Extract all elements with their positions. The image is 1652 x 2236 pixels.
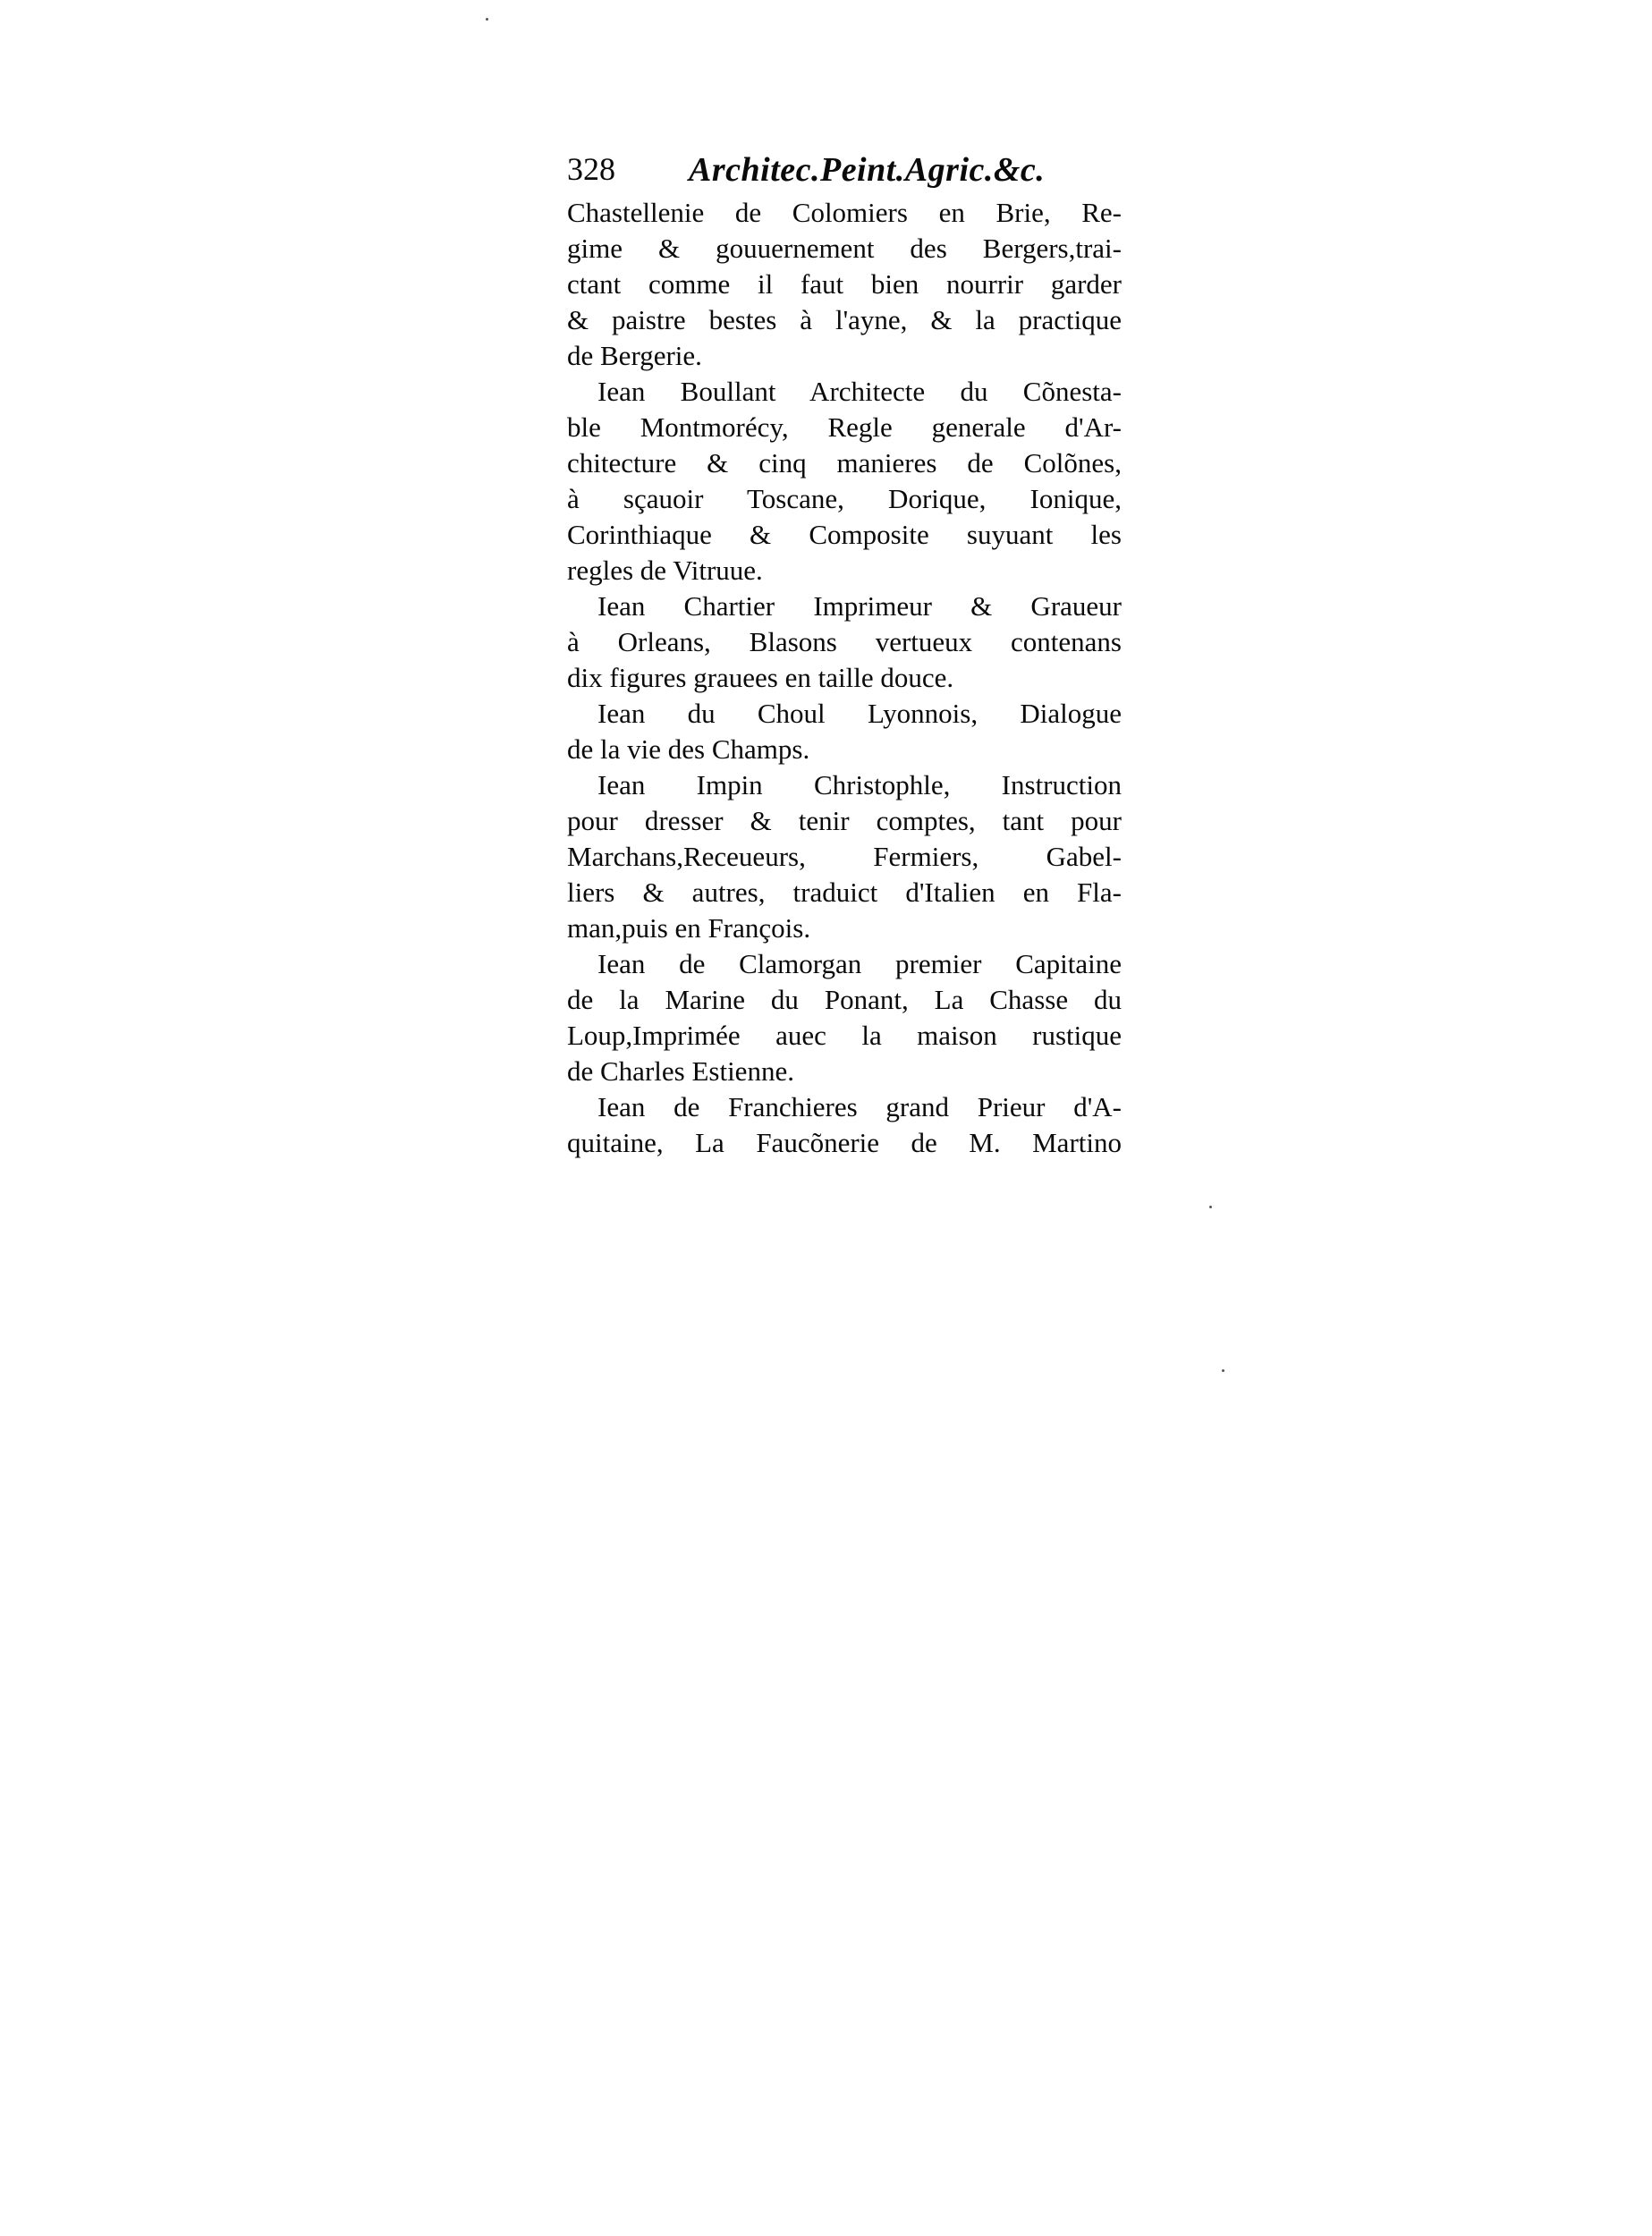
- text-line: Iean de Clamorgan premier Capitaine: [597, 948, 1122, 979]
- text-line: Iean du Choul Lyonnois, Dialogue: [597, 698, 1122, 729]
- text-column: [567, 150, 1122, 1161]
- text-line: regles de Vitruue.: [567, 555, 763, 586]
- text-line: de Bergerie.: [567, 340, 702, 371]
- text-line: Chastellenie de Colomiers en Brie, Re-: [567, 197, 1122, 228]
- body-text: [567, 195, 1122, 1161]
- text-line: Loup,Imprimée auec la maison rustique: [567, 1020, 1122, 1051]
- text-line: de la vie des Champs.: [567, 733, 810, 765]
- text-line: de Charles Estienne.: [567, 1055, 794, 1087]
- running-head: Architec.Peint.Agric.&c.: [689, 151, 1046, 189]
- text-line: & paistre bestes à l'ayne, & la practique: [567, 304, 1122, 335]
- text-line: à sçauoir Toscane, Dorique, Ionique,: [567, 483, 1122, 514]
- scan-speck: [1222, 1369, 1224, 1372]
- text-line: Marchans,Receueurs, Fermiers, Gabel-: [567, 841, 1122, 872]
- text-line: Iean Chartier Imprimeur & Graueur: [597, 590, 1122, 622]
- text-line: Iean Boullant Architecte du Cõnesta-: [597, 376, 1122, 407]
- scan-speck: [486, 18, 488, 21]
- text-line: ble Montmorécy, Regle generale d'Ar-: [567, 411, 1122, 443]
- text-line: Corinthiaque & Composite suyuant les: [567, 519, 1122, 550]
- text-line: gime & gouuernement des Bergers,trai-: [567, 233, 1122, 264]
- text-line: ctant comme il faut bien nourrir garder: [567, 268, 1122, 300]
- text-line: dix figures grauees en taille douce.: [567, 662, 954, 693]
- text-line: chitecture & cinq manieres de Colõnes,: [567, 447, 1122, 479]
- scan-speck: [1209, 1206, 1212, 1208]
- page-number: 328: [567, 151, 615, 187]
- text-line: Iean de Franchieres grand Prieur d'A-: [597, 1091, 1122, 1122]
- text-line: man,puis en François.: [567, 912, 811, 944]
- text-line: à Orleans, Blasons vertueux contenans: [567, 626, 1122, 657]
- page-header: [567, 150, 1122, 195]
- text-line: de la Marine du Ponant, La Chasse du: [567, 984, 1122, 1015]
- text-line: liers & autres, traduict d'Italien en Fla-: [567, 877, 1122, 908]
- text-line: quitaine, La Faucõnerie de M. Martino: [567, 1127, 1122, 1158]
- text-line: pour dresser & tenir comptes, tant pour: [567, 805, 1122, 836]
- text-line: Iean Impin Christophle, Instruction: [597, 769, 1122, 800]
